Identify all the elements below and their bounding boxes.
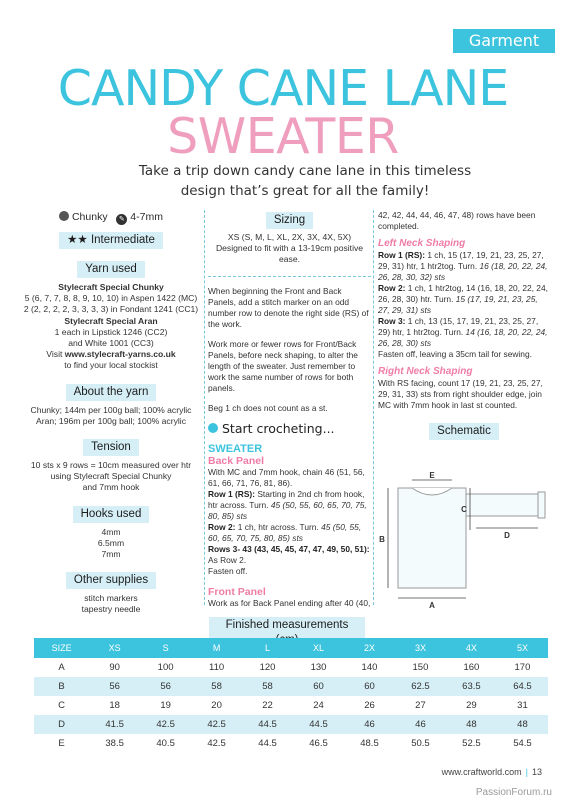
table-cell: 38.5 [89, 734, 140, 753]
start-crocheting [208, 421, 371, 437]
column-divider [204, 210, 205, 605]
hook-size: 4-7mm [130, 211, 163, 223]
row-text: 1 ch, 15 (17, 19, 21, 23, 25, 27, 29, 31) htr, 1 htr2tog. Turn. [378, 250, 544, 271]
back-intro: With MC and 7mm hook, chain 46 (51, 56, 61, 66, 71, 76, 81, 86). [208, 466, 365, 488]
tension-line-1: 10 sts x 9 rows = 10cm measured over htr [30, 460, 192, 471]
label-d: D [504, 531, 510, 540]
tension-heading: Tension [83, 439, 139, 456]
row-label: Row 1 (RS): [378, 250, 425, 260]
column-header: M [191, 638, 242, 658]
hooks-used-section [22, 504, 200, 561]
table-header-row [34, 638, 548, 658]
row-counts: 16 (18, 20, 22, 24, 26, 28, 30, 32) sts [378, 261, 548, 282]
tension-line-3: and 7mm hook [82, 482, 140, 493]
page-footer [442, 767, 542, 777]
neck-row-3 [378, 316, 550, 349]
section-tag: Garment [453, 29, 555, 53]
table-cell: 19 [140, 696, 191, 715]
table-cell: 54.5 [497, 734, 548, 753]
column-header: L [242, 638, 293, 658]
about-yarn-heading: About the yarn [66, 384, 157, 401]
table-cell: 18 [89, 696, 140, 715]
row-label: Row 3: [378, 316, 406, 326]
label-a: A [429, 601, 435, 610]
table-cell: 31 [497, 696, 548, 715]
neck-fasten-off: Fasten off, leaving a 35cm tail for sewing. [378, 349, 532, 359]
back-fasten-off: Fasten off. [208, 565, 248, 576]
left-neck-heading: Left Neck Shaping [378, 238, 466, 249]
row-label: Row 2: [378, 283, 406, 293]
neck-row-2 [378, 283, 550, 316]
table-cell: 58 [191, 677, 242, 696]
front-text: Work as for Back Panel ending after 40 (40, [208, 597, 371, 608]
table-cell: 62.5 [395, 677, 446, 696]
pattern-column [208, 210, 371, 609]
hook-item: 7mm [101, 549, 121, 560]
column-header: 5X [497, 638, 548, 658]
materials-column [22, 210, 200, 616]
table-cell: 41.5 [89, 715, 140, 734]
back-rows-3 [208, 544, 371, 566]
note-3: Beg 1 ch does not count as a st. [208, 402, 328, 413]
column-header: 2X [344, 638, 395, 658]
start-heading: Start crocheting... [221, 420, 335, 436]
table-cell: 60 [293, 677, 344, 696]
table-cell: 64.5 [497, 677, 548, 696]
yarn-used-section [22, 259, 200, 372]
schematic-diagram [372, 470, 552, 612]
sweater-body-shape [398, 488, 466, 588]
level-text: Intermediate [90, 234, 155, 246]
table-cell: C [34, 696, 89, 715]
table-cell: 170 [497, 658, 548, 677]
table-row [34, 677, 548, 696]
hooks-used-heading: Hooks used [73, 506, 150, 523]
column-header: S [140, 638, 191, 658]
table-cell: 48 [446, 715, 497, 734]
column-header: SIZE [34, 638, 89, 658]
table-cell: 120 [242, 658, 293, 677]
column-header: XS [89, 638, 140, 658]
table-cell: 56 [89, 677, 140, 696]
right-neck-text: With RS facing, count 17 (19, 21, 23, 25, 27, 29, 31, 33) sts from right shoulder edge, join MC with 7mm hook in last st counted. [378, 378, 543, 410]
sweater-heading: SWEATER [208, 442, 263, 455]
table-cell: 50.5 [395, 734, 446, 753]
hook-item: 4mm [101, 526, 121, 537]
table-cell: 52.5 [446, 734, 497, 753]
table-cell: 42.5 [191, 734, 242, 753]
sizing-heading: Sizing [266, 212, 313, 229]
visit-prefix: Visit [46, 349, 65, 360]
stylecraft-link[interactable]: www.stylecraft-yarns.co.uk [64, 349, 176, 360]
table-cell: A [34, 658, 89, 677]
measurements-heading: Finished measurements [209, 617, 365, 649]
tension-line-2: using Stylecraft Special Chunky [50, 471, 172, 482]
table-cell: 20 [191, 696, 242, 715]
table-cell: 63.5 [446, 677, 497, 696]
title-line-1: CANDY CANE LANE [57, 60, 509, 117]
sleeve-shape [466, 494, 538, 516]
row-counts: 14 (16, 18, 20, 22, 24, 26, 28, 30) sts [378, 327, 548, 348]
hook-item: 6.5mm [97, 537, 125, 548]
shaping-column [378, 210, 550, 440]
column-header: 3X [395, 638, 446, 658]
yarn-line-5: to find your local stockist [64, 360, 158, 371]
note-2: Work more or fewer rows for Front/Back Panels, before neck shaping, to alter the length of the sweater. Just remember to work the same number of rows for both panels. [208, 338, 358, 393]
table-cell: 42.5 [140, 715, 191, 734]
bullet-icon [208, 423, 218, 433]
supply-item: tapestry needle [81, 604, 141, 615]
yarn-brand-1: Stylecraft Special Chunky [58, 282, 164, 292]
table-cell: 48.5 [344, 734, 395, 753]
note-1: When beginning the Front and Back Panels, add a stitch marker on an odd number row to denote the right side (RS) of the work. [208, 285, 369, 329]
schematic-heading: Schematic [429, 423, 499, 440]
back-row-2 [208, 522, 371, 544]
row-counts: 45 (50, 55, 60, 65, 70, 75, 80, 85) sts [208, 499, 367, 521]
row-text: 1 ch, 1 htr2tog, 14 (16, 18, 20, 22, 24, 26, 28, 30) htr. Turn. [378, 283, 548, 304]
table-cell: 100 [140, 658, 191, 677]
table-cell: D [34, 715, 89, 734]
about-yarn-section [22, 382, 200, 427]
intro-text: Take a trip down candy cane lane in this timeless design that’s great for all the family! [138, 163, 472, 199]
yarn-weight: Chunky [71, 211, 108, 223]
table-cell: 60 [344, 677, 395, 696]
yarn-used-heading: Yarn used [77, 261, 145, 278]
table-cell: 160 [446, 658, 497, 677]
page-number: 13 [531, 767, 542, 777]
table-cell: 22 [242, 696, 293, 715]
label-c: C [461, 505, 467, 514]
row-counts: 15 (17, 19, 21, 23, 25, 27, 29, 31) sts [378, 294, 538, 315]
row-text: 1 ch, 13 (15, 17, 19, 21, 23, 25, 27, 29) htr, 1 htr2tog. Turn. [378, 316, 539, 337]
table-cell: 140 [344, 658, 395, 677]
footer-separator: | [525, 767, 528, 777]
yarn-line-1: 5 (6, 7, 7, 8, 8, 9, 10, 10) in Aspen 1422 (MC) [24, 293, 198, 304]
section-divider [208, 276, 371, 277]
yarn-brand-2: Stylecraft Special Aran [64, 315, 158, 326]
table-cell: 46.5 [293, 734, 344, 753]
back-row-1 [208, 489, 371, 522]
watermark: PassionForum.ru [475, 787, 552, 798]
other-supplies-section [22, 570, 200, 615]
table-cell: 46 [395, 715, 446, 734]
hook-icon: ✎ [116, 214, 127, 225]
row-text: Starting in 2nd ch from hook, htr across. Turn. [208, 488, 365, 510]
table-row [34, 696, 548, 715]
neck-row-1 [378, 250, 550, 283]
row-label: Row 2: [208, 521, 236, 532]
table-cell: 90 [89, 658, 140, 677]
right-neck-heading: Right Neck Shaping [378, 366, 473, 377]
label-e: E [429, 471, 435, 480]
column-header: XL [293, 638, 344, 658]
label-b: B [379, 535, 385, 544]
table-row [34, 715, 548, 734]
sizing-line-1: XS (S, M, L, XL, 2X, 3X, 4X, 5X) [227, 232, 352, 242]
supply-item: stitch markers [84, 593, 138, 604]
table-cell: 150 [395, 658, 446, 677]
about-yarn-line-1: Chunky; 144m per 100g ball; 100% acrylic [30, 404, 192, 415]
row-text: As Row 2. [208, 554, 247, 565]
table-cell: 110 [191, 658, 242, 677]
yarn-visit [22, 349, 200, 360]
yarn-line-2: 2 (2, 2, 2, 2, 3, 3, 3, 3) in Fondant 1241 (CC1) [23, 304, 199, 315]
table-row [34, 734, 548, 753]
measurements-table [34, 638, 548, 753]
row-counts: 45 (50, 55, 60, 65, 70, 75, 80, 85) sts [208, 521, 362, 543]
sizing-line-2: Designed to fit with a 13-19cm positive ease. [215, 243, 364, 265]
table-cell: 26 [344, 696, 395, 715]
table-cell: 46 [344, 715, 395, 734]
yarn-line-4: and White 1001 (CC3) [68, 338, 154, 349]
table-cell: E [34, 734, 89, 753]
other-supplies-heading: Other supplies [66, 572, 156, 589]
yarn-line-3: 1 each in Lipstick 1246 (CC2) [54, 326, 168, 337]
column-header: 4X [446, 638, 497, 658]
yarn-ball-icon [59, 211, 69, 221]
level-stars: ★★ [67, 234, 88, 246]
row-text: 1 ch, htr across. Turn. [235, 521, 322, 532]
table-cell: 24 [293, 696, 344, 715]
front-panel-heading: Front Panel [208, 585, 266, 598]
about-yarn-line-2: Aran; 196m per 100g ball; 100% acrylic [36, 415, 186, 426]
table-cell: 40.5 [140, 734, 191, 753]
table-row [34, 658, 548, 677]
table-cell: 44.5 [293, 715, 344, 734]
title-line-2: SWEATER [167, 108, 399, 165]
table-cell: 42.5 [191, 715, 242, 734]
table-cell: 44.5 [242, 734, 293, 753]
tension-section [22, 437, 200, 494]
row-label: Row 1 (RS): [208, 488, 255, 499]
table-cell: 58 [242, 677, 293, 696]
cuff-shape [538, 492, 545, 518]
table-cell: 48 [497, 715, 548, 734]
row-label: Rows 3- 43 (43, 45, 45, 47, 47, 49, 50, 51): [208, 543, 370, 554]
specs-row [22, 210, 200, 225]
table-cell: 27 [395, 696, 446, 715]
table-cell: 130 [293, 658, 344, 677]
table-cell: 29 [446, 696, 497, 715]
table-cell: 56 [140, 677, 191, 696]
table-cell: B [34, 677, 89, 696]
table-cell: 44.5 [242, 715, 293, 734]
front-continued: 42, 42, 44, 44, 46, 47, 48) rows have been completed. [378, 210, 536, 231]
level-badge [59, 232, 163, 249]
footer-site[interactable]: www.craftworld.com [441, 767, 522, 777]
back-panel-heading: Back Panel [208, 454, 265, 467]
